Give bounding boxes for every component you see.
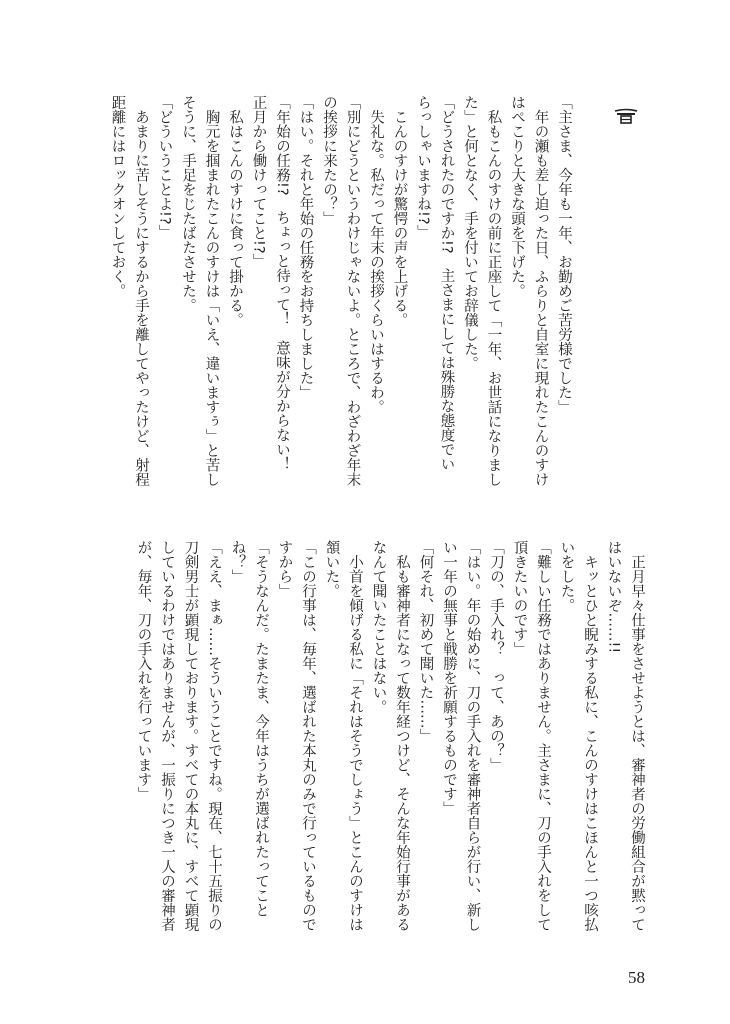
text-line: 「この行事は、毎年、選ばれた本丸のみで行っているもので [300, 540, 316, 932]
text-line: 距離にはロックオンしておく。 [109, 95, 126, 298]
text-line: いをした。 [558, 540, 575, 613]
text-line: が、毎年、刀の手入れを行っています」 [135, 540, 152, 801]
text-line: あまりに苦しそうにするから手を離してやったけど、射程 [133, 95, 149, 487]
text-line: 胸元を掴まれたこんのすけは「いえ、違いますぅ」と苦し [203, 95, 220, 487]
text-line: しているわけではありませんが、一振りにつき一人の審神者 [159, 540, 175, 932]
text-line: 私も審神者になって数年経つけど、そんな年始行事がある [394, 540, 410, 932]
text-line: 「刀の、手入れ？ って、あの？」 [488, 540, 504, 772]
text-line: 年の瀬も差し迫った日、ふらりと自室に現れたこんのすけ [532, 95, 549, 487]
text-line: 「主さま、今年も一年、お勤めご苦労様でした」 [556, 95, 572, 414]
text-line: はぺこりと大きな頭を下げた。 [509, 95, 525, 298]
text-line: ね？」 [229, 540, 246, 584]
text-line: はいないぞ……!! [605, 540, 622, 654]
text-line: 正月早々仕事をさせようとは、審神者の労働組合が黙って [629, 540, 645, 932]
text-line: 「ええ、まぁ……そういうことですね。現在、七十五振りの [206, 540, 222, 932]
text-line: 「そうなんだ。たまたま、今年はうちが選ばれたってこと [253, 540, 269, 917]
text-line: 私はこんのすけに食って掛かる。 [227, 95, 243, 327]
text-line: 「何それ、初めて聞いた……」 [417, 540, 434, 743]
text-line: 「別にどうというわけじゃないよ。ところで、わざわざ年末 [344, 95, 361, 487]
text-line: 「どうされたのですか!? 主さまにしては殊勝な態度でい [438, 95, 455, 472]
text-line: い一年の無事と戦勝を祈願するものです」 [441, 540, 457, 816]
text-line: 「どういうことよ!?」 [156, 95, 173, 240]
text-line: そうに、手足をじたばたさせた。 [180, 95, 196, 313]
text-line: 頂きたいのです」 [511, 540, 528, 656]
text-line: キッとひと睨みする私に、こんのすけはこほんと一つ咳払 [582, 540, 598, 932]
text-line: の挨拶に来たの？」 [321, 95, 337, 226]
text-line: 失礼な。私だって年末の挨拶くらいはするわ。 [368, 95, 384, 414]
body-text-upper [105, 95, 575, 515]
text-line: 「年始の任務!? ちょっと待って！ 意味が分からない！ [274, 95, 290, 472]
text-line: こんのすけが驚愕の声を上げる。 [391, 95, 408, 327]
text-line: なんて聞いたことはない。 [370, 540, 387, 714]
section-mark-icon [614, 108, 638, 124]
text-line: 刀剣男士が顕現しております。すべての本丸に、すべて顕現 [182, 540, 199, 932]
text-line: 「はい。それと年始の任務をお持ちしました」 [297, 95, 314, 400]
text-line: 頷いた。 [323, 540, 340, 598]
text-line: 「難しい任務ではありません。主さまに、刀の手入れをして [535, 540, 551, 932]
text-line: らっしゃいますね!?」 [415, 95, 431, 240]
text-line: 私もこんのすけの前に正座して「一年、お世話になりまし [485, 95, 502, 487]
page-number: 58 [628, 968, 645, 987]
body-text-lower [131, 540, 648, 960]
text-line: 小首を傾げる私に「それはそうでしょう」とこんのすけは [347, 540, 363, 932]
text-line: た」と何となく、手を付いてお辞儀した。 [462, 95, 478, 371]
text-line: すから」 [276, 540, 293, 598]
text-line: 「はい。年の始めに、刀の手入れを審神者自らが行い、新し [464, 540, 481, 932]
text-line: 正月から働けってこと!?」 [250, 95, 267, 269]
